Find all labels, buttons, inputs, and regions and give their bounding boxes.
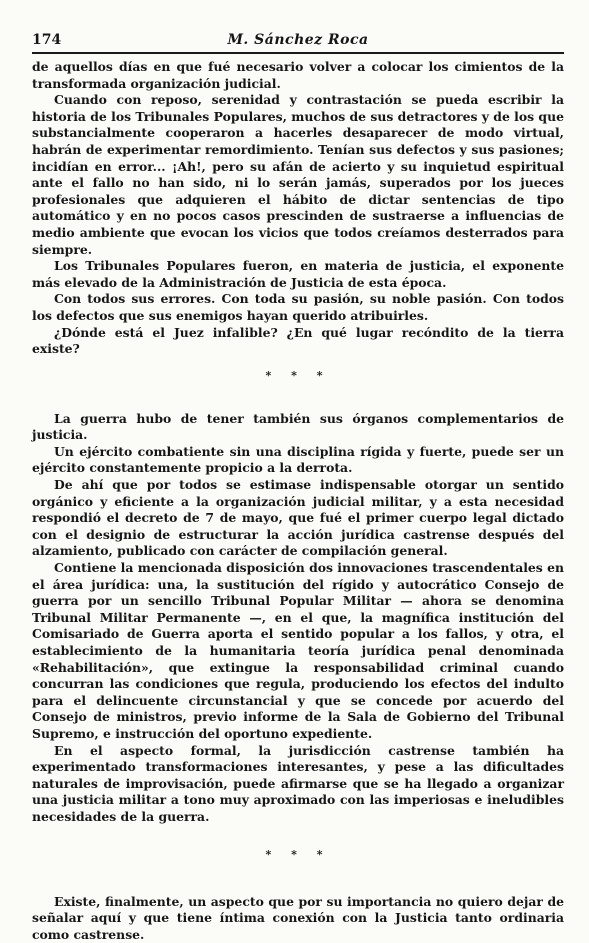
paragraph: Contiene la mencionada disposición dos innovaciones trascendentales en el área jurídica: una, la sustitución del rígido y autocrático Consejo de guerra por un sencillo Tribunal Popular Militar — ahora se denomina Tribunal Militar Permanente —, en el que, la magnífica institución del Comisariado de Guerra aporta el sentido popular a los fallos, y otra, el establecimiento de la humanitaria teoría jurídica penal denominada «Rehabilitación», que extingue la responsabilidad criminal cuando concurran las condiciones que regula, produciendo los efectos del indulto para el delincuente circunstancial y que se concede por acuerdo del Consejo de ministros, previo informe de la Sala de Gobierno del Tribunal Supremo, e instrucción del oportuno expediente. [32, 560, 564, 741]
section-separator: * * * [265, 847, 331, 861]
page-number: 174 [32, 32, 62, 48]
paragraph: En el aspecto formal, la jurisdicción castrense también ha experimentado transformaciones interesantes, y pese a las dificultades naturales de improvisación, puede afirmarse que se ha llegado a organizar una justicia militar a tono muy aproximado con las imperiosas e ineludibles necesidades de la guerra. [32, 742, 564, 824]
paragraph: Con todos sus errores. Con toda su pasión, su noble pasión. Con todos los defectos que sus enemigos hayan querido atribuirles. [32, 291, 564, 323]
paragraph: Cuando con reposo, serenidad y contrastación se pueda escribir la historia de los Tribunales Populares, muchos de sus detractores y de los que substancialmente cooperaron a hacerles desaparecer de modo virtual, habrán de experimentar remordimiento. Tenían sus defectos y sus pasiones; incidían en error... ¡Ah!, pero su afán de acierto y su inquietud espiritual ante el fallo no han sido, ni lo serán jamás, superados por los jueces profesionales que adquieren el hábito de dictar sentencias de tipo automático y en no pocos casos prescinden de sustraerse a influencias de medio ambiente que evocan los vicios que todos creíamos desterrados para siempre. [32, 92, 564, 257]
running-head: M. Sánchez Roca [227, 32, 369, 48]
page-header [32, 30, 564, 54]
book-page [32, 30, 564, 943]
paragraph: ¿Dónde está el Juez infalible? ¿En qué lugar recóndito de la tierra existe? [32, 324, 564, 357]
section-separator: * * * [265, 368, 331, 382]
paragraph: Existe, finalmente, un aspecto que por su importancia no quiero dejar de señalar aquí y que tiene íntima conexión con la Justicia tanto ordinaria como castrense. [32, 893, 564, 942]
paragraph: Un ejército combatiente sin una disciplina rígida y fuerte, puede ser un ejército constantemente propicio a la derrota. [32, 443, 564, 476]
paragraph: De ahí que por todos se estimase indispensable otorgar un sentido orgánico y eficiente a la organización judicial militar, y a esta necesidad respondió el decreto de 7 de mayo, que fué el primer cuerpo legal dictado con el designio de estructurar la acción jurídica castrense después del alzamiento, publicado con carácter de compilación general. [32, 477, 564, 559]
paragraph: de aquellos días en que fué necesario volver a colocar los cimientos de la transformada organización judicial. [32, 59, 564, 91]
page-body [32, 59, 564, 943]
paragraph: Los Tribunales Populares fueron, en materia de justicia, el exponente más elevado de la Administración de Justicia de esta época. [32, 258, 564, 290]
paragraph: La guerra hubo de tener también sus órganos complementarios de justicia. [32, 410, 564, 443]
